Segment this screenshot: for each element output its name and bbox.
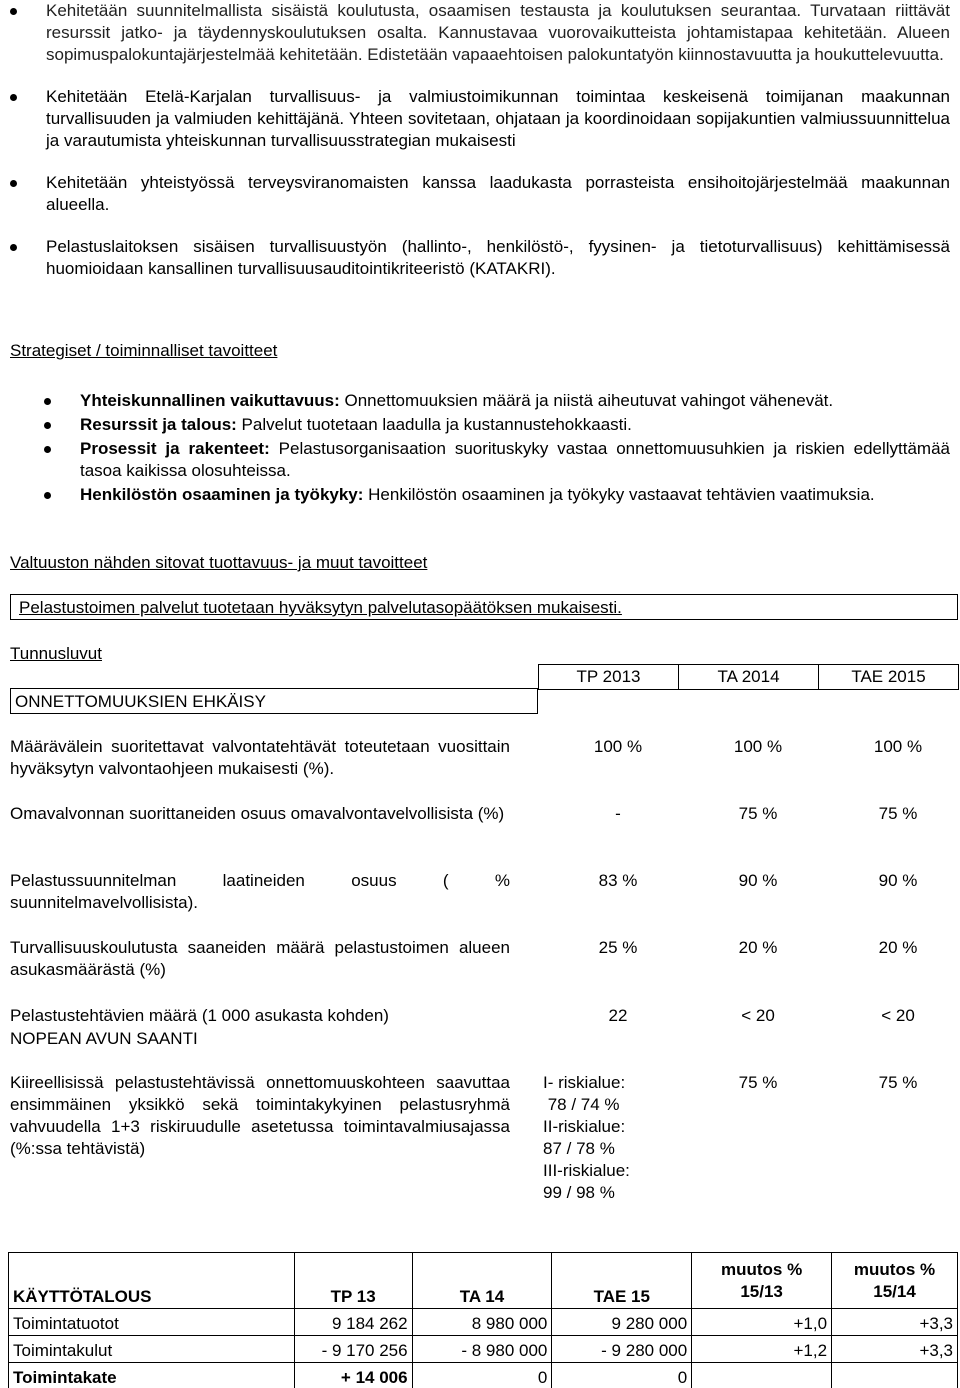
finance-header: TA 14 (412, 1253, 552, 1309)
kpi-value: 100 % (733, 737, 783, 756)
kpi-value: 90 % (878, 871, 918, 890)
kpi-heading: Tunnusluvut (10, 644, 102, 663)
council-goal-text: Pelastustoimen palvelut tuotetaan hyväksytyn palvelutasopäätöksen mukaisesti. (19, 598, 622, 617)
bullet-dot-icon (10, 8, 17, 15)
risk-line: II-riskialue: (543, 1117, 626, 1136)
kpi-section-rescue: NOPEAN AVUN SAANTI (10, 1029, 198, 1048)
intro-bullet: Pelastuslaitoksen sisäisen turvallisuustyön (hallinto-, henkilöstö-, fyysinen- ja tietoturvallisuus) kehittämisessä huomioidaan kansallinen turvallisuusauditointikriteeristö (KATAKRI). (10, 236, 950, 280)
finance-header: TP 13 (294, 1253, 412, 1309)
finance-table (8, 1252, 958, 1388)
finance-header-row (9, 1253, 958, 1309)
kpi-col-tae: TAE 2015 (851, 667, 926, 686)
kpi-value: 90 % (738, 871, 778, 890)
finance-cell: 8 980 000 (412, 1309, 552, 1336)
bullet-dot-icon (10, 244, 17, 251)
kpi-value: 75 % (738, 1073, 778, 1092)
finance-row (9, 1363, 958, 1388)
finance-cell: 0 (412, 1363, 552, 1388)
kpi-value: 20 % (738, 938, 778, 957)
finance-header: TAE 15 (552, 1253, 692, 1309)
bullet-dot-icon (10, 94, 17, 101)
finance-cell: - 9 280 000 (552, 1336, 692, 1363)
intro-bullet: Kehitetään yhteistyössä terveysviranomaisten kanssa laadukasta porrasteista ensihoitojärjestelmää maakunnan alueella. (10, 172, 950, 216)
kpi-value: 75 % (878, 1073, 918, 1092)
goal-item: Prosessit ja rakenteet: Pelastusorganisaation suorituskyky vastaa onnettomuusuhkien ja riskien edellyttämää tasoa kaikissa olosuhteissa. (44, 438, 950, 482)
council-goal-box (10, 594, 958, 620)
risk-line: III-riskialue: (543, 1161, 630, 1180)
intro-bullet: Kehitetään suunnitelmallista sisäistä koulutusta, osaamisen testausta ja koulutuksen seurantaa. Turvataan riittävät resurssit jatko- ja täydennyskoulutuksen osalta. Kannustavaa vuorovaikutteista johtamistapaa kehitetään. Alueen sopimuspalokuntajärjestelmää kehitetään. Edistetään vapaaehtoisen palokuntatyön kiinnostavuutta ja houkuttelevuutta. (10, 0, 950, 66)
kpi-value: 100 % (593, 737, 643, 756)
intro-bullet: Kehitetään Etelä-Karjalan turvallisuus- ja valmiustoimikunnan toimintaa keskeisenä toimijanan maakunnan turvallisuuden ja valmiuden kehittäjänä. Yhteen sovitetaan, ohjataan ja koordinoidaan sopijakuntien valmiussuunnittelua ja varautumista yhteiskunnan turvallisuusstrategian mukaisesti (10, 86, 950, 152)
kpi-row-label: Määrävälein suoritettavat valvontatehtävät toteutetaan vuosittain hyväksytyn valvontaohjeen mukaisesti (%). (10, 737, 510, 778)
finance-cell: 0 (552, 1363, 692, 1388)
goals-list (44, 390, 950, 508)
bullet-dot-icon (44, 492, 51, 499)
kpi-value: < 20 (881, 1006, 915, 1025)
goal-item: Yhteiskunnallinen vaikuttavuus: Onnettomuuksien määrä ja niistä aiheutuvat vahingot vähenevät. (44, 390, 950, 412)
kpi-col-ta: TA 2014 (679, 665, 819, 689)
kpi-value: < 20 (741, 1006, 775, 1025)
finance-cell: +1,0 (692, 1309, 832, 1336)
bullet-dot-icon (44, 422, 51, 429)
finance-header: muutos % 15/13 (692, 1253, 832, 1309)
finance-cell: Toimintakulut (9, 1336, 295, 1363)
goal-item: Resurssit ja talous: Palvelut tuotetaan laadulla ja kustannustehokkaasti. (44, 414, 950, 436)
kpi-value: 20 % (878, 938, 918, 957)
kpi-value: 22 (608, 1006, 628, 1025)
risk-line: 78 / 74 % (543, 1095, 620, 1114)
finance-row (9, 1336, 958, 1363)
kpi-section-prevention: ONNETTOMUUKSIEN EHKÄISY (10, 688, 538, 714)
bullet-dot-icon (44, 446, 51, 453)
kpi-row-label: Pelastussuunnitelman laatineiden osuus ( % suunnitelmavelvollisista). (10, 871, 510, 912)
bullet-dot-icon (10, 180, 17, 187)
finance-cell: +3,3 (832, 1309, 958, 1336)
finance-cell: 9 280 000 (552, 1309, 692, 1336)
finance-cell: + 14 006 (294, 1363, 412, 1388)
finance-row (9, 1309, 958, 1336)
finance-cell: - 8 980 000 (412, 1336, 552, 1363)
finance-cell (832, 1363, 958, 1388)
finance-cell: Toimintakate (9, 1363, 295, 1388)
risk-line: 99 / 98 % (543, 1183, 615, 1202)
kpi-value: 83 % (598, 871, 638, 890)
kpi-row-label: Kiireellisissä pelastustehtävissä onnettomuuskohteen saavuttaa ensimmäinen yksikkö sekä toimintakykyinen pelastusryhmä vahvuudella 1+3 riskiruudulle asetetussa toimintavalmiusajassa (%:ssa tehtävistä) (10, 1073, 510, 1158)
finance-cell (692, 1363, 832, 1388)
finance-header: KÄYTTÖTALOUS (9, 1253, 295, 1309)
kpi-row-label: Turvallisuuskoulutusta saaneiden määrä pelastustoimen alueen asukasmäärästä (%) (10, 938, 510, 979)
intro-bullet-list (10, 0, 950, 280)
risk-line: 87 / 78 % (543, 1139, 615, 1158)
kpi-column-headers (538, 664, 959, 690)
council-goals-heading: Valtuuston nähden sitovat tuottavuus- ja muut tavoitteet (10, 553, 428, 572)
finance-header: muutos % 15/14 (832, 1253, 958, 1309)
goal-item: Henkilöstön osaaminen ja työkyky: Henkilöstön osaaminen ja työkyky vastaavat tehtävien vaatimuksia. (44, 484, 950, 506)
kpi-value: 75 % (878, 804, 918, 823)
risk-area-values (543, 1072, 683, 1204)
risk-line: I- riskialue: (543, 1073, 626, 1092)
finance-cell: - 9 170 256 (294, 1336, 412, 1363)
bullet-dot-icon (44, 398, 51, 405)
finance-cell: 9 184 262 (294, 1309, 412, 1336)
kpi-row-label: Pelastustehtävien määrä (1 000 asukasta kohden) (10, 1006, 389, 1025)
strategic-goals-heading: Strategiset / toiminnalliset tavoitteet (10, 341, 278, 360)
kpi-row-label: Omavalvonnan suorittaneiden osuus omavalvontavelvollisista (%) (10, 804, 505, 823)
finance-cell: Toimintatuotot (9, 1309, 295, 1336)
kpi-value: 75 % (738, 804, 778, 823)
finance-cell: +3,3 (832, 1336, 958, 1363)
kpi-value: 25 % (598, 938, 638, 957)
finance-cell: +1,2 (692, 1336, 832, 1363)
kpi-value: 100 % (873, 737, 923, 756)
kpi-value: - (615, 804, 621, 823)
kpi-col-tp: TP 2013 (539, 665, 679, 689)
